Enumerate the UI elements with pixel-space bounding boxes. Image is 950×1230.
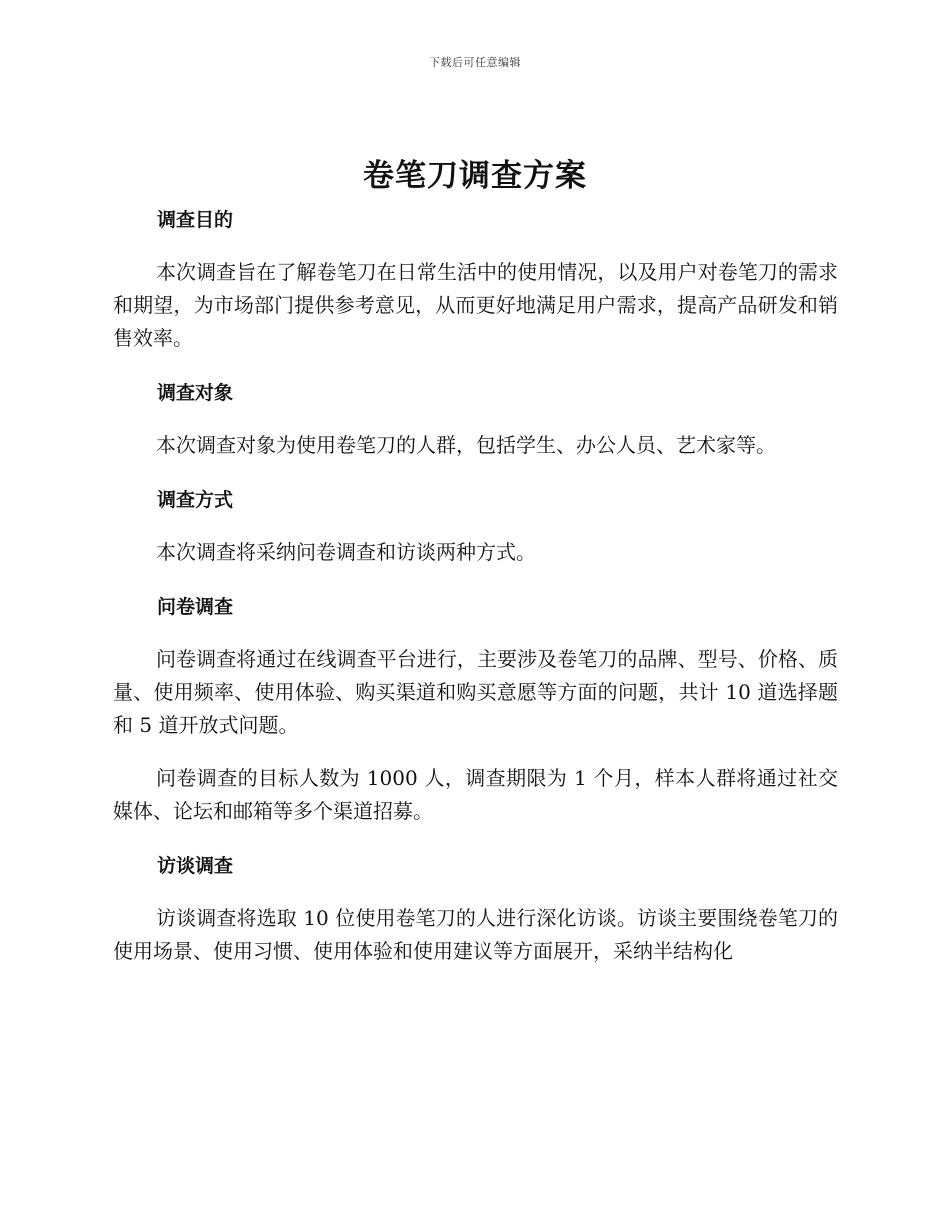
- section-paragraph: 本次调查对象为使用卷笔刀的人群，包括学生、办公人员、艺术家等。: [156, 433, 776, 457]
- section-heading: 调查对象: [157, 382, 234, 404]
- section-paragraph: 本次调查旨在了解卷笔刀在日常生活中的使用情况，以及用户对卷笔刀的需求和期望，为市场部门提供参考意见，从而更好地满足用户需求，提高产品研发和销售效率。: [113, 260, 838, 350]
- section-interview: [113, 848, 838, 968]
- section-purpose: [113, 202, 838, 355]
- section-paragraph: 访谈调查将选取 10 位使用卷笔刀的人进行深化访谈。访谈主要围绕卷笔刀的使用场景、使用习惯、使用体验和使用建议等方面展开，采纳半结构化: [113, 906, 838, 963]
- section-subjects: [113, 375, 838, 462]
- page-header-note: 下载后可任意编辑: [429, 56, 521, 69]
- section-paragraph: 本次调查将采纳问卷调查和访谈两种方式。: [156, 540, 536, 564]
- section-questionnaire: [113, 589, 838, 828]
- section-heading: 访谈调查: [157, 855, 234, 877]
- section-heading: 调查方式: [157, 489, 234, 511]
- section-methods: [113, 482, 838, 569]
- section-paragraph: 问卷调查将通过在线调查平台进行，主要涉及卷笔刀的品牌、型号、价格、质量、使用频率、使用体验、购买渠道和购买意愿等方面的问题，共计 10 道选择题和 5 道开放式问题。: [113, 647, 838, 737]
- section-heading: 问卷调查: [157, 596, 234, 618]
- document-body: [113, 202, 838, 988]
- document-title: 卷笔刀调查方案: [363, 158, 587, 194]
- section-heading: 调查目的: [157, 209, 234, 231]
- section-paragraph: 问卷调查的目标人数为 1000 人，调查期限为 1 个月，样本人群将通过社交媒体、论坛和邮箱等多个渠道招募。: [113, 766, 838, 823]
